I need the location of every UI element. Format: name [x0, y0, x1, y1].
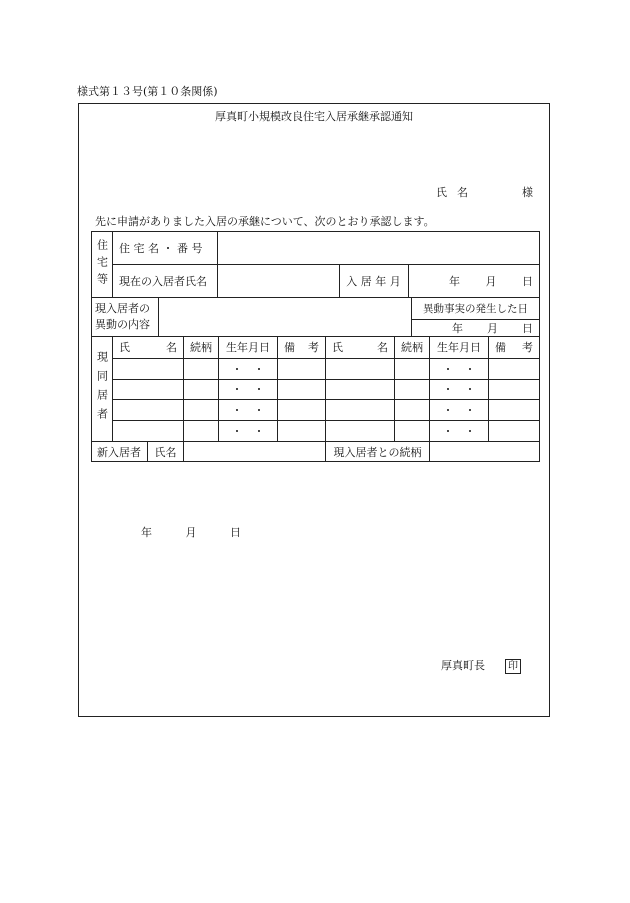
current-occupant-field[interactable] — [218, 265, 339, 297]
birthdate-field[interactable]: ・ ・ — [442, 363, 476, 376]
relation-to-current-field[interactable] — [430, 442, 539, 461]
relation-to-current-label: 現入居者との続柄 — [333, 445, 422, 459]
birthdate-field[interactable]: ・ ・ — [442, 403, 476, 417]
issue-date — [141, 524, 271, 540]
col-remarks-right: 備 考 — [495, 341, 533, 354]
col-relation-right: 続柄 — [401, 341, 423, 354]
birthdate-field[interactable]: ・ ・ — [442, 383, 476, 396]
intro-text: 先に申請がありました入居の承継について、次のとおり承認します。 — [95, 215, 435, 228]
birthdate-field[interactable]: ・ ・ — [231, 403, 265, 417]
issuer — [441, 657, 521, 674]
change-date[interactable]: 年 月 日 — [452, 321, 533, 335]
new-occupant-name-field[interactable] — [184, 442, 325, 461]
housing-name-field[interactable] — [218, 232, 539, 264]
col-relation-left: 続柄 — [190, 341, 212, 354]
housing-name-label: 住 宅 名 ・ 番 号 — [119, 241, 203, 255]
cohabitants-group-label: 現同居者 — [95, 350, 109, 427]
birthdate-field[interactable]: ・ ・ — [442, 424, 476, 438]
move-in-label: 入 居 年 月 — [346, 274, 401, 288]
recipient-honorific: 様 — [522, 186, 533, 199]
form-number: 様式第１３号(第１０条関係) — [77, 85, 218, 98]
date-month: 月 — [185, 526, 197, 539]
seal-mark: 印 — [505, 659, 521, 674]
succession-table — [91, 231, 540, 462]
col-name-right: 氏 名 — [332, 341, 388, 354]
change-content-field[interactable] — [159, 298, 411, 336]
current-occupant-label: 現在の入居者氏名 — [119, 274, 207, 288]
birthdate-field[interactable]: ・ ・ — [231, 363, 265, 376]
date-year: 年 — [141, 526, 152, 539]
new-occupant-name-label: 氏名 — [154, 445, 177, 459]
document-title: 厚真町小規模改良住宅入居承継承認通知 — [215, 110, 413, 123]
issuer-title: 厚真町長 — [441, 659, 485, 672]
col-birthdate-right: 生年月日 — [437, 341, 481, 354]
move-in-date[interactable]: 年 月 日 — [449, 274, 533, 288]
col-birthdate-left: 生年月日 — [226, 341, 270, 354]
col-name-left: 氏 名 — [119, 341, 177, 354]
change-date-label: 異動事実の発生した日 — [423, 302, 528, 315]
birthdate-field[interactable]: ・ ・ — [231, 383, 265, 396]
new-occupant-label: 新入居者 — [97, 445, 141, 459]
change-content-label: 現入居者の 異動の内容 — [95, 302, 150, 331]
col-remarks-left: 備 考 — [284, 341, 319, 354]
housing-group-label: 住宅等 — [95, 238, 109, 290]
recipient-name-label: 氏名 — [436, 186, 478, 199]
date-day: 日 — [230, 526, 241, 539]
birthdate-field[interactable]: ・ ・ — [231, 424, 265, 438]
